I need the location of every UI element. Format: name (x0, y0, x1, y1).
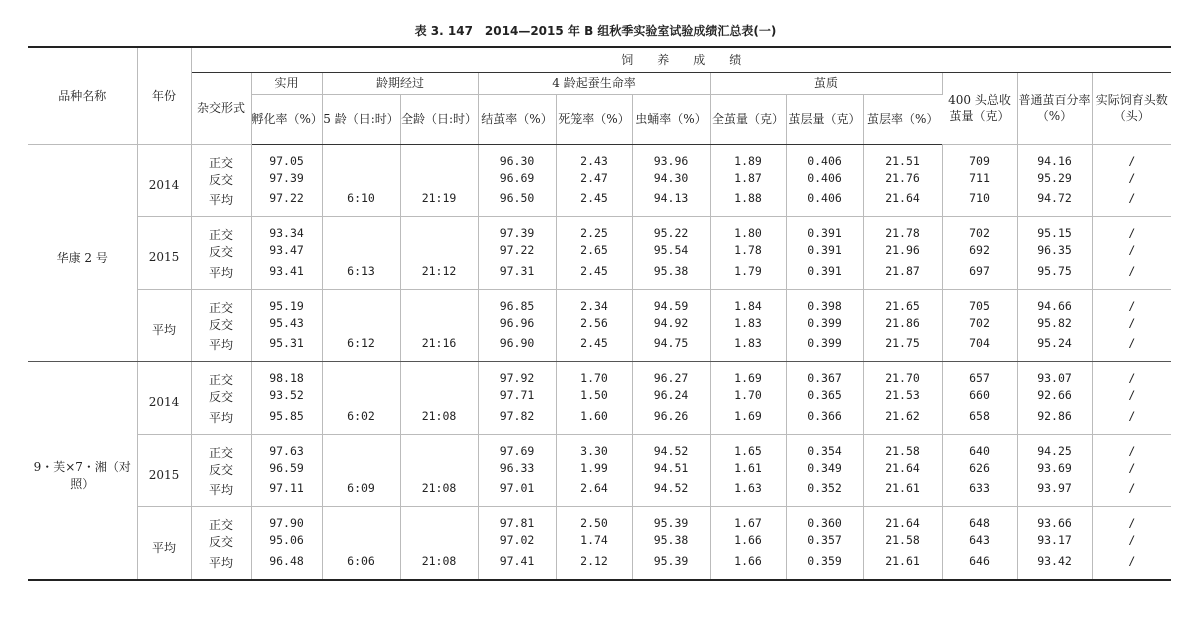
full-age-cell (400, 289, 478, 316)
dead-cage-cell: 1.60 (556, 409, 632, 435)
dead-cage-cell: 2.65 (556, 243, 632, 264)
actual-count-cell: / (1128, 388, 1136, 402)
normal-pct-cell: 94.66 (1017, 289, 1092, 316)
whole-cocoon-cell: 1.79 (710, 264, 786, 290)
shell-weight-cell: 0.391 (786, 243, 863, 264)
dead-cage-cell: 1.70 (556, 362, 632, 389)
pupa-rate-cell: 95.22 (632, 217, 710, 244)
age5-cell: 6:10 (322, 191, 400, 217)
table-row (28, 217, 1171, 244)
yield400-cell: 646 (942, 554, 1017, 580)
age5-cell (322, 434, 400, 461)
whole-cocoon-cell: 1.89 (710, 144, 786, 171)
normal-pct-cell: 92.66 (1017, 388, 1092, 409)
year-cell: 2015 (137, 217, 191, 290)
cocoon-rate-cell: 96.96 (478, 316, 556, 337)
table-body (28, 144, 1171, 580)
pupa-rate-cell: 94.75 (632, 336, 710, 362)
shell-rate-cell: 21.64 (863, 191, 942, 217)
pupa-rate-cell: 95.38 (632, 264, 710, 290)
normal-pct-cell: 94.25 (1017, 434, 1092, 461)
full-age-cell: 21:08 (400, 481, 478, 507)
table-row (28, 507, 1171, 534)
shell-weight-cell: 0.359 (786, 554, 863, 580)
cross-type-cell: 平均 (191, 409, 251, 435)
dead-cage-cell: 2.45 (556, 336, 632, 362)
whole-cocoon-cell: 1.83 (710, 336, 786, 362)
hatch-cell: 93.47 (251, 243, 322, 264)
shell-weight-cell: 0.349 (786, 461, 863, 482)
hatch-cell: 95.06 (251, 533, 322, 554)
pupa-rate-cell: 95.39 (632, 554, 710, 580)
age5-cell: 6:09 (322, 481, 400, 507)
pupa-rate-cell: 93.96 (632, 144, 710, 171)
whole-cocoon-cell: 1.69 (710, 409, 786, 435)
table-row (28, 554, 1171, 580)
shell-weight-cell: 0.367 (786, 362, 863, 389)
pupa-rate-cell: 94.52 (632, 434, 710, 461)
normal-pct-cell: 93.69 (1017, 461, 1092, 482)
yield400-cell: 702 (942, 316, 1017, 337)
dead-cage-cell: 1.74 (556, 533, 632, 554)
cross-type-cell: 正交 (191, 217, 251, 244)
full-age-cell (400, 388, 478, 409)
whole-cocoon-cell: 1.61 (710, 461, 786, 482)
full-age-cell (400, 533, 478, 554)
shell-rate-cell: 21.65 (863, 289, 942, 316)
cross-type-cell: 正交 (191, 434, 251, 461)
age5-cell (322, 171, 400, 192)
hatch-cell: 93.41 (251, 264, 322, 290)
shell-weight-cell: 0.360 (786, 507, 863, 534)
yield400-cell: 697 (942, 264, 1017, 290)
shell-weight-cell: 0.365 (786, 388, 863, 409)
shell-rate-cell: 21.61 (863, 481, 942, 507)
table-row (28, 481, 1171, 507)
shell-rate-cell: 21.75 (863, 336, 942, 362)
header-shell-weight: 茧层量（克） (786, 94, 863, 144)
header-survival: 4 龄起蚕生命率 (478, 72, 710, 94)
normal-pct-cell: 95.29 (1017, 171, 1092, 192)
cocoon-rate-cell: 96.50 (478, 191, 556, 217)
age5-cell: 6:02 (322, 409, 400, 435)
age5-cell (322, 144, 400, 171)
cross-type-cell: 反交 (191, 171, 251, 192)
shell-rate-cell: 21.58 (863, 533, 942, 554)
actual-count-cell: / (1128, 298, 1136, 313)
age5-cell: 6:06 (322, 554, 400, 580)
yield400-cell: 643 (942, 533, 1017, 554)
normal-pct-cell: 93.17 (1017, 533, 1092, 554)
age5-cell (322, 217, 400, 244)
actual-count-cell: / (1128, 460, 1136, 475)
shell-weight-cell: 0.406 (786, 171, 863, 192)
table-row (28, 243, 1171, 264)
actual-count-cell: / (1128, 516, 1136, 530)
shell-weight-cell: 0.406 (786, 144, 863, 171)
normal-pct-cell: 93.97 (1017, 481, 1092, 507)
full-age-cell (400, 507, 478, 534)
hatch-cell: 97.22 (251, 191, 322, 217)
shell-weight-cell: 0.399 (786, 316, 863, 337)
pupa-rate-cell: 94.30 (632, 171, 710, 192)
age5-cell: 6:13 (322, 264, 400, 290)
header-cocoon-rate: 结茧率（%） (478, 94, 556, 144)
actual-count-cell: / (1092, 409, 1171, 435)
pupa-rate-cell: 94.51 (632, 461, 710, 482)
shell-weight-cell: 0.354 (786, 434, 863, 461)
table-title: 表 3. 147 2014—2015 年 B 组秋季实验室试验成绩汇总表(一) (414, 24, 777, 38)
dead-cage-cell: 2.12 (556, 554, 632, 580)
full-age-cell (400, 243, 478, 264)
hatch-cell: 95.43 (251, 316, 322, 337)
actual-count-cell: / (1128, 443, 1136, 458)
cocoon-rate-cell: 96.85 (478, 289, 556, 316)
cocoon-rate-cell: 96.33 (478, 461, 556, 482)
cocoon-rate-cell: 96.69 (478, 171, 556, 192)
normal-pct-cell: 95.75 (1017, 264, 1092, 290)
shell-rate-cell: 21.76 (863, 171, 942, 192)
full-age-cell: 21:16 (400, 336, 478, 362)
full-age-cell: 21:19 (400, 191, 478, 217)
whole-cocoon-cell: 1.69 (710, 362, 786, 389)
table-row (28, 316, 1171, 337)
shell-weight-cell: 0.399 (786, 336, 863, 362)
pupa-rate-cell: 95.39 (632, 507, 710, 534)
year-cell: 平均 (137, 507, 191, 580)
dead-cage-cell: 2.25 (556, 217, 632, 244)
cocoon-rate-cell: 97.82 (478, 409, 556, 435)
header-practical: 实用 (251, 72, 322, 94)
actual-count-cell: / (1128, 315, 1136, 330)
pupa-rate-cell: 96.26 (632, 409, 710, 435)
results-table (28, 46, 1171, 581)
full-age-cell (400, 461, 478, 482)
whole-cocoon-cell: 1.66 (710, 554, 786, 580)
full-age-cell: 21:08 (400, 409, 478, 435)
yield400-cell: 710 (942, 191, 1017, 217)
hatch-cell: 93.52 (251, 388, 322, 409)
normal-pct-cell: 95.24 (1017, 336, 1092, 362)
full-age-cell (400, 144, 478, 171)
cocoon-rate-cell: 97.22 (478, 243, 556, 264)
hatch-cell: 93.34 (251, 217, 322, 244)
shell-weight-cell: 0.352 (786, 481, 863, 507)
shell-rate-cell: 21.87 (863, 264, 942, 290)
table-row (28, 461, 1171, 482)
header-age5: 5 龄（日:时） (322, 94, 400, 144)
cocoon-rate-cell: 97.41 (478, 554, 556, 580)
whole-cocoon-cell: 1.83 (710, 316, 786, 337)
actual-count-cell: / (1128, 371, 1136, 385)
table-row (28, 336, 1171, 362)
shell-weight-cell: 0.391 (786, 217, 863, 244)
whole-cocoon-cell: 1.67 (710, 507, 786, 534)
yield400-cell: 711 (942, 171, 1017, 192)
pupa-rate-cell: 96.24 (632, 388, 710, 409)
yield400-cell: 702 (942, 217, 1017, 244)
shell-weight-cell: 0.357 (786, 533, 863, 554)
yield400-cell: 658 (942, 409, 1017, 435)
cross-type-cell: 平均 (191, 336, 251, 362)
table-row (28, 362, 1171, 389)
shell-rate-cell: 21.62 (863, 409, 942, 435)
cross-type-cell: 平均 (191, 264, 251, 290)
cross-type-cell: 反交 (191, 533, 251, 554)
shell-rate-cell: 21.61 (863, 554, 942, 580)
shell-rate-cell: 21.51 (863, 144, 942, 171)
hatch-cell: 96.59 (251, 461, 322, 482)
pupa-rate-cell: 95.54 (632, 243, 710, 264)
normal-pct-cell: 94.72 (1017, 191, 1092, 217)
whole-cocoon-cell: 1.87 (710, 171, 786, 192)
hatch-cell: 96.48 (251, 554, 322, 580)
whole-cocoon-cell: 1.78 (710, 243, 786, 264)
header-dead-cage: 死笼率（%） (556, 94, 632, 144)
age5-cell (322, 316, 400, 337)
cocoon-rate-cell: 97.31 (478, 264, 556, 290)
shell-rate-cell: 21.70 (863, 362, 942, 389)
pupa-rate-cell: 96.27 (632, 362, 710, 389)
dead-cage-cell: 1.99 (556, 461, 632, 482)
cross-type-cell: 正交 (191, 289, 251, 316)
actual-count-cell: / (1128, 243, 1136, 257)
shell-weight-cell: 0.391 (786, 264, 863, 290)
age5-cell (322, 289, 400, 316)
shell-weight-cell: 0.366 (786, 409, 863, 435)
yield400-cell: 648 (942, 507, 1017, 534)
table-row (28, 289, 1171, 316)
age5-cell (322, 243, 400, 264)
normal-pct-cell: 93.42 (1017, 554, 1092, 580)
cocoon-rate-cell: 97.39 (478, 217, 556, 244)
header-group: 饲 养 成 绩 (191, 47, 1171, 72)
header-year: 年份 (137, 47, 191, 144)
cross-type-cell: 反交 (191, 243, 251, 264)
yield400-cell: 704 (942, 336, 1017, 362)
hatch-cell: 97.05 (251, 144, 322, 171)
normal-pct-cell: 96.35 (1017, 243, 1092, 264)
actual-count-cell: / (1092, 481, 1171, 507)
cross-type-cell: 平均 (191, 554, 251, 580)
shell-weight-cell: 0.406 (786, 191, 863, 217)
full-age-cell: 21:12 (400, 264, 478, 290)
table-row (28, 171, 1171, 192)
header-hatch: 孵化率（%） (251, 94, 322, 144)
yield400-cell: 660 (942, 388, 1017, 409)
normal-pct-cell: 93.07 (1017, 362, 1092, 389)
shell-rate-cell: 21.64 (863, 507, 942, 534)
normal-pct-cell: 94.16 (1017, 144, 1092, 171)
table-row (28, 533, 1171, 554)
cocoon-rate-cell: 96.30 (478, 144, 556, 171)
header-whole-cocoon: 全茧量（克） (710, 94, 786, 144)
whole-cocoon-cell: 1.84 (710, 289, 786, 316)
cross-type-cell: 正交 (191, 507, 251, 534)
cross-type-cell: 正交 (191, 362, 251, 389)
actual-count-cell: / (1092, 264, 1171, 290)
table-row (28, 388, 1171, 409)
actual-count-cell: / (1092, 554, 1171, 580)
normal-pct-cell: 95.82 (1017, 316, 1092, 337)
dead-cage-cell: 2.47 (556, 171, 632, 192)
header-shell-rate: 茧层率（%） (863, 94, 942, 144)
hatch-cell: 95.31 (251, 336, 322, 362)
header-full-age: 全龄（日:时） (400, 94, 478, 144)
cocoon-rate-cell: 97.92 (478, 362, 556, 389)
header-yield400: 400 头总收茧量（克） (942, 72, 1017, 144)
normal-pct-cell: 95.15 (1017, 217, 1092, 244)
cocoon-rate-cell: 97.02 (478, 533, 556, 554)
full-age-cell (400, 316, 478, 337)
hatch-cell: 97.11 (251, 481, 322, 507)
hatch-cell: 98.18 (251, 362, 322, 389)
age5-cell (322, 362, 400, 389)
normal-pct-cell: 93.66 (1017, 507, 1092, 534)
actual-count-cell: / (1092, 191, 1171, 217)
cross-type-cell: 平均 (191, 191, 251, 217)
dead-cage-cell: 2.50 (556, 507, 632, 534)
cross-type-cell: 反交 (191, 461, 251, 482)
hatch-cell: 95.85 (251, 409, 322, 435)
pupa-rate-cell: 94.59 (632, 289, 710, 316)
age5-cell (322, 533, 400, 554)
table-header (28, 47, 1171, 144)
dead-cage-cell: 2.56 (556, 316, 632, 337)
cross-type-cell: 正交 (191, 144, 251, 171)
full-age-cell: 21:08 (400, 554, 478, 580)
full-age-cell (400, 217, 478, 244)
dead-cage-cell: 1.50 (556, 388, 632, 409)
variety-name-cell: 9・芙×7・湘（对照） (28, 362, 137, 580)
shell-rate-cell: 21.86 (863, 316, 942, 337)
actual-count-cell: / (1128, 170, 1136, 185)
cross-type-cell: 平均 (191, 481, 251, 507)
whole-cocoon-cell: 1.80 (710, 217, 786, 244)
cross-type-cell: 反交 (191, 316, 251, 337)
yield400-cell: 692 (942, 243, 1017, 264)
table-row (28, 144, 1171, 171)
normal-pct-cell: 92.86 (1017, 409, 1092, 435)
header-variety: 品种名称 (28, 47, 137, 144)
actual-count-cell: / (1092, 336, 1171, 362)
pupa-rate-cell: 94.13 (632, 191, 710, 217)
header-pupa-rate: 虫蛹率（%） (632, 94, 710, 144)
header-normal-pct: 普通茧百分率（%） (1017, 72, 1092, 144)
whole-cocoon-cell: 1.65 (710, 434, 786, 461)
shell-rate-cell: 21.58 (863, 434, 942, 461)
dead-cage-cell: 2.45 (556, 191, 632, 217)
year-cell: 2014 (137, 362, 191, 435)
full-age-cell (400, 171, 478, 192)
table-row (28, 409, 1171, 435)
dead-cage-cell: 2.43 (556, 144, 632, 171)
full-age-cell (400, 362, 478, 389)
shell-rate-cell: 21.78 (863, 217, 942, 244)
year-cell: 2015 (137, 434, 191, 507)
whole-cocoon-cell: 1.88 (710, 191, 786, 217)
actual-count-cell: / (1128, 226, 1136, 240)
whole-cocoon-cell: 1.66 (710, 533, 786, 554)
whole-cocoon-cell: 1.63 (710, 481, 786, 507)
pupa-rate-cell: 94.52 (632, 481, 710, 507)
variety-name-cell: 华康 2 号 (28, 144, 137, 362)
yield400-cell: 633 (942, 481, 1017, 507)
yield400-cell: 657 (942, 362, 1017, 389)
age5-cell: 6:12 (322, 336, 400, 362)
actual-count-cell: / (1128, 533, 1136, 547)
header-actual-count: 实际饲育头数（头） (1092, 72, 1171, 144)
table-row (28, 191, 1171, 217)
shell-weight-cell: 0.398 (786, 289, 863, 316)
header-instar-period: 龄期经过 (322, 72, 478, 94)
dead-cage-cell: 2.45 (556, 264, 632, 290)
shell-rate-cell: 21.53 (863, 388, 942, 409)
header-quality: 茧质 (710, 72, 942, 94)
age5-cell (322, 507, 400, 534)
hatch-cell: 97.39 (251, 171, 322, 192)
shell-rate-cell: 21.96 (863, 243, 942, 264)
dead-cage-cell: 3.30 (556, 434, 632, 461)
yield400-cell: 709 (942, 144, 1017, 171)
age5-cell (322, 388, 400, 409)
hatch-cell: 97.90 (251, 507, 322, 534)
cocoon-rate-cell: 97.81 (478, 507, 556, 534)
pupa-rate-cell: 95.38 (632, 533, 710, 554)
full-age-cell (400, 434, 478, 461)
yield400-cell: 626 (942, 461, 1017, 482)
dead-cage-cell: 2.64 (556, 481, 632, 507)
cocoon-rate-cell: 97.69 (478, 434, 556, 461)
cocoon-rate-cell: 97.01 (478, 481, 556, 507)
hatch-cell: 97.63 (251, 434, 322, 461)
year-cell: 2014 (137, 144, 191, 217)
actual-count-cell: / (1128, 153, 1136, 168)
shell-rate-cell: 21.64 (863, 461, 942, 482)
cocoon-rate-cell: 96.90 (478, 336, 556, 362)
whole-cocoon-cell: 1.70 (710, 388, 786, 409)
hatch-cell: 95.19 (251, 289, 322, 316)
header-cross-type: 杂交形式 (191, 72, 251, 144)
dead-cage-cell: 2.34 (556, 289, 632, 316)
cocoon-rate-cell: 97.71 (478, 388, 556, 409)
age5-cell (322, 461, 400, 482)
table-row (28, 264, 1171, 290)
year-cell: 平均 (137, 289, 191, 362)
cross-type-cell: 反交 (191, 388, 251, 409)
yield400-cell: 640 (942, 434, 1017, 461)
pupa-rate-cell: 94.92 (632, 316, 710, 337)
yield400-cell: 705 (942, 289, 1017, 316)
table-row (28, 434, 1171, 461)
